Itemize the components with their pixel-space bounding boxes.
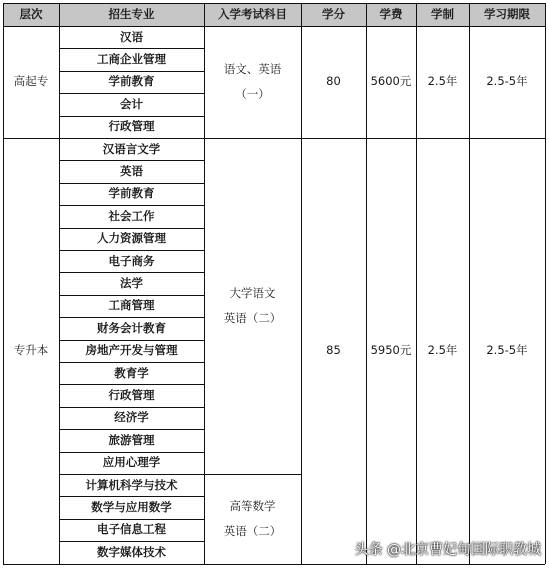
- exam-subject-line: 大学语文: [229, 285, 276, 300]
- tuition-cell: 5600元: [370, 74, 412, 89]
- row-divider: [59, 93, 204, 94]
- exam-header: 入学考试科目: [204, 3, 301, 26]
- major-cell: 工商企业管理: [97, 51, 166, 66]
- column-divider: [301, 3, 302, 564]
- row-divider: [3, 138, 366, 139]
- level-header: 层次: [3, 3, 59, 26]
- row-divider: [3, 26, 545, 27]
- major-cell: 计算机科学与技术: [85, 477, 178, 492]
- major-cell: 行政管理: [108, 387, 155, 402]
- major-cell: 工商管理: [108, 298, 155, 313]
- exam-subjects-cell: [204, 474, 301, 564]
- column-divider: [416, 3, 417, 564]
- major-cell: 财务会计教育: [97, 320, 166, 335]
- row-divider: [59, 519, 204, 520]
- tuition-cell: 5950元: [370, 343, 412, 358]
- row-divider: [59, 496, 204, 497]
- row-divider: [59, 474, 204, 475]
- major-cell: 学前教育: [108, 74, 155, 89]
- column-divider: [469, 3, 470, 564]
- duration-header: 学制: [416, 3, 469, 26]
- exam-subject-line: 英语（二）: [223, 311, 282, 325]
- row-divider: [59, 362, 204, 363]
- major-cell: 学前教育: [108, 186, 155, 201]
- period-header: 学习期限: [469, 3, 545, 26]
- major-header: 招生专业: [59, 3, 204, 26]
- row-divider: [59, 116, 204, 117]
- row-divider: [59, 160, 204, 161]
- major-cell: 教育学: [114, 365, 149, 380]
- major-cell: 电子商务: [108, 253, 155, 268]
- row-divider: [59, 228, 204, 229]
- credits-cell: 80: [326, 74, 341, 89]
- duration-cell: 2.5年: [427, 343, 458, 358]
- credits-cell: 85: [326, 343, 341, 358]
- period-cell: 2.5-5年: [486, 74, 528, 89]
- major-cell: 人力资源管理: [97, 231, 166, 246]
- row-divider: [59, 183, 204, 184]
- row-divider: [59, 48, 204, 49]
- row-divider: [59, 541, 204, 542]
- major-cell: 汉语言文学: [102, 141, 161, 156]
- column-divider: [545, 3, 546, 564]
- row-divider: [416, 138, 545, 139]
- row-divider: [59, 71, 204, 72]
- row-divider: [59, 407, 204, 408]
- level-cell: 专升本: [13, 343, 49, 358]
- column-divider: [59, 3, 60, 564]
- row-divider: [204, 474, 301, 475]
- exam-subjects-lines: [224, 63, 282, 101]
- row-divider: [59, 205, 204, 206]
- row-divider: [59, 295, 204, 296]
- level-cell: 高起专: [13, 74, 49, 89]
- column-divider: [366, 3, 367, 564]
- row-divider: [59, 250, 204, 251]
- exam-subject-line: （一）: [235, 87, 270, 101]
- major-cell: 会计: [120, 96, 143, 111]
- row-divider: [59, 340, 204, 341]
- exam-subjects-cell: [204, 26, 301, 138]
- row-divider: [3, 564, 545, 565]
- major-cell: 应用心理学: [102, 455, 161, 470]
- exam-subject-line: 英语（二）: [223, 523, 282, 538]
- row-divider: [59, 272, 204, 273]
- exam-subject-line: 语文、英语: [223, 61, 282, 76]
- major-cell: 英语: [120, 163, 143, 178]
- exam-subjects-lines: [224, 287, 282, 325]
- major-cell: 汉语: [120, 29, 143, 44]
- watermark: 头条 @北京曹妃甸国际职教城: [354, 542, 541, 558]
- row-divider: [59, 384, 204, 385]
- major-cell: 数字媒体技术: [97, 544, 166, 559]
- tuition-header: 学费: [366, 3, 416, 26]
- column-divider: [3, 3, 4, 564]
- row-divider: [59, 317, 204, 318]
- major-cell: 数学与应用数学: [91, 499, 172, 514]
- major-cell: 行政管理: [108, 119, 155, 134]
- row-divider: [59, 429, 204, 430]
- column-divider: [204, 3, 205, 564]
- major-cell: 社会工作: [108, 208, 155, 223]
- major-cell: 电子信息工程: [97, 522, 166, 537]
- period-cell: 2.5-5年: [486, 343, 528, 358]
- major-cell: 房地产开发与管理: [85, 343, 178, 358]
- exam-subjects-lines: [224, 500, 282, 538]
- row-divider: [3, 3, 545, 4]
- major-cell: 旅游管理: [108, 432, 155, 447]
- major-cell: 法学: [120, 275, 143, 290]
- row-divider: [59, 452, 204, 453]
- credits-header: 学分: [301, 3, 366, 26]
- exam-subjects-cell: [204, 138, 301, 474]
- major-cell: 经济学: [114, 410, 149, 425]
- duration-cell: 2.5年: [427, 74, 458, 89]
- exam-subject-line: 高等数学: [229, 498, 276, 513]
